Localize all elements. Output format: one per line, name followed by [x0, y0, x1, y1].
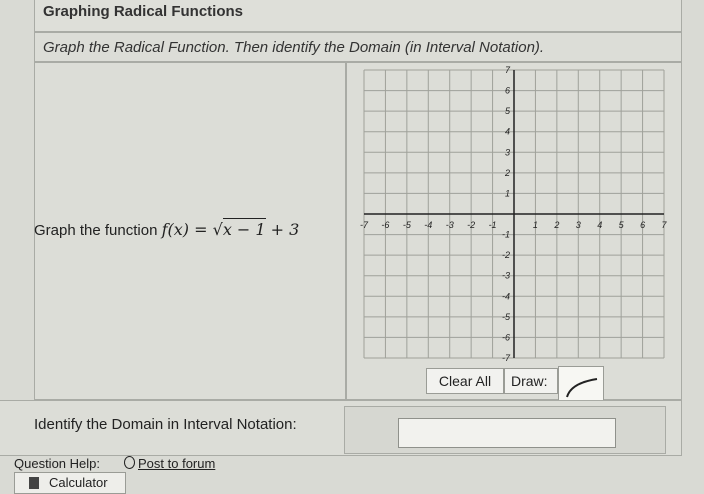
x-tick-label: -5 — [402, 220, 411, 230]
calculator-label: Calculator — [49, 475, 108, 490]
y-tick-label: -6 — [501, 332, 510, 343]
x-tick-label: -6 — [381, 220, 390, 230]
header-bar — [34, 0, 682, 32]
x-tick-label: -1 — [488, 220, 497, 230]
x-tick-label: -4 — [424, 220, 433, 230]
y-tick-label: 6 — [504, 85, 510, 96]
y-tick-label: -2 — [501, 250, 510, 261]
x-tick-label: 6 — [640, 220, 646, 230]
x-tick-label: 7 — [661, 220, 667, 230]
calculator-button[interactable] — [14, 472, 126, 494]
function-lhs: f(x) = — [161, 220, 213, 239]
question-text — [34, 220, 299, 239]
speech-bubble-icon — [124, 456, 135, 469]
domain-label: Identify the Domain in Interval Notation: — [34, 416, 297, 433]
radical-sign: √ — [212, 220, 223, 239]
page-title: Graphing Radical Functions — [43, 3, 244, 20]
y-tick-label: -4 — [501, 291, 510, 302]
x-tick-label: 2 — [554, 220, 560, 230]
radicand: x − 1 — [222, 220, 266, 239]
x-tick-label: -7 — [359, 220, 369, 230]
x-tick-label: 5 — [618, 220, 624, 230]
function-suffix: + 3 — [265, 220, 300, 239]
y-tick-label: 3 — [504, 147, 510, 158]
x-tick-label: 3 — [575, 220, 581, 230]
y-tick-label: -5 — [501, 311, 510, 322]
y-tick-label: 5 — [504, 106, 510, 117]
clear-all-button[interactable]: Clear All — [426, 368, 504, 394]
y-tick-label: 7 — [504, 66, 510, 75]
y-tick-label: 1 — [504, 188, 510, 199]
x-tick-label: 1 — [532, 220, 538, 230]
y-tick-label: 4 — [504, 126, 510, 137]
domain-input[interactable] — [398, 418, 616, 448]
x-tick-label: -2 — [467, 220, 476, 230]
instructions-row — [34, 32, 682, 62]
question-prefix: Graph the function — [34, 222, 162, 239]
x-tick-label: -3 — [445, 220, 454, 230]
coordinate-grid[interactable] — [356, 66, 672, 362]
y-tick-label: -1 — [501, 229, 510, 240]
y-tick-label: -7 — [501, 353, 510, 362]
question-help-label: Question Help: — [14, 456, 100, 471]
y-tick-label: -3 — [501, 270, 510, 281]
post-to-forum-link[interactable] — [124, 456, 215, 471]
calculator-icon — [29, 477, 39, 489]
draw-label: Draw: — [504, 368, 558, 394]
post-to-forum-label: Post to forum — [138, 456, 216, 471]
y-tick-label: 2 — [504, 167, 510, 178]
instructions-text: Graph the Radical Function. Then identify the Domain (in Interval Notation). — [43, 39, 545, 56]
x-tick-label: 4 — [597, 220, 603, 230]
